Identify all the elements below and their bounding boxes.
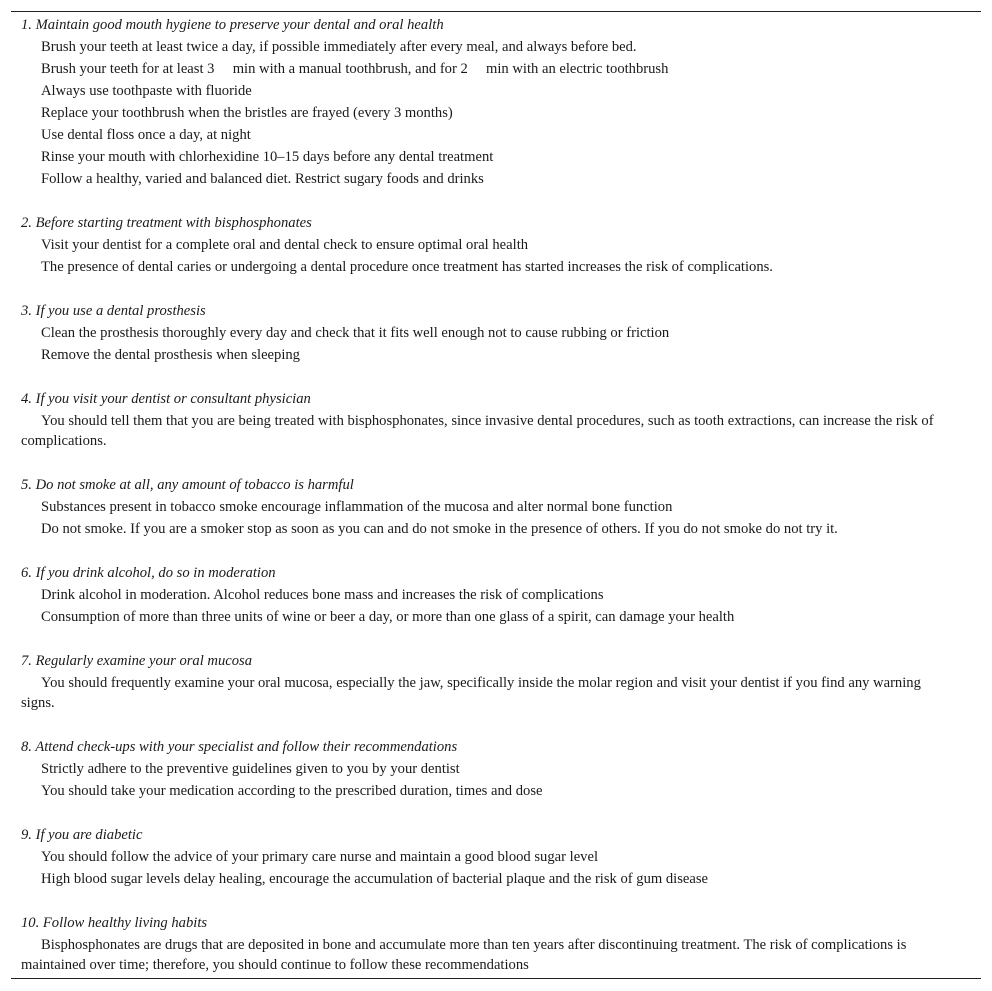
section-heading: 1. Maintain good mouth hygiene to preserve your dental and oral health xyxy=(21,17,444,33)
section-heading: 7. Regularly examine your oral mucosa xyxy=(21,653,253,669)
table-body xyxy=(21,14,949,976)
section-4 xyxy=(21,388,949,452)
list-item: You should follow the advice of your primary care nurse and maintain a good blood sugar level xyxy=(41,849,598,865)
section-heading: 4. If you visit your dentist or consultant physician xyxy=(21,391,311,407)
list-item: Strictly adhere to the preventive guidelines given to you by your dentist xyxy=(41,761,460,777)
list-item: You should frequently examine your oral mucosa, especially the jaw, specifically inside the molar region and visit your dentist if you find any warning signs. xyxy=(21,675,921,711)
section-9 xyxy=(21,824,949,890)
list-item: You should take your medication according to the prescribed duration, times and dose xyxy=(41,783,543,799)
list-item: Brush your teeth at least twice a day, if possible immediately after every meal, and always before bed. xyxy=(41,39,637,55)
list-item: Always use toothpaste with fluoride xyxy=(41,83,252,99)
section-10 xyxy=(21,912,949,976)
section-6 xyxy=(21,562,949,628)
section-heading: 5. Do not smoke at all, any amount of tobacco is harmful xyxy=(21,477,354,493)
recommendations-table xyxy=(11,11,981,979)
list-item: Follow a healthy, varied and balanced diet. Restrict sugary foods and drinks xyxy=(41,171,484,187)
list-item: High blood sugar levels delay healing, encourage the accumulation of bacterial plaque and the risk of gum disease xyxy=(41,871,709,887)
section-heading: 8. Attend check-ups with your specialist and follow their recommendations xyxy=(21,739,458,755)
section-heading: 10. Follow healthy living habits xyxy=(21,915,208,931)
section-5 xyxy=(21,474,949,540)
list-item: Use dental floss once a day, at night xyxy=(41,127,251,143)
list-item: Replace your toothbrush when the bristles are frayed (every 3 months) xyxy=(41,105,453,121)
list-item: Rinse your mouth with chlorhexidine 10–15 days before any dental treatment xyxy=(41,149,494,165)
section-heading: 6. If you drink alcohol, do so in moderation xyxy=(21,565,276,581)
list-item: Visit your dentist for a complete oral and dental check to ensure optimal oral health xyxy=(41,237,529,253)
list-item: Substances present in tobacco smoke encourage inflammation of the mucosa and alter normal bone function xyxy=(41,499,673,515)
list-item: Clean the prosthesis thoroughly every day and check that it fits well enough not to cause rubbing or friction xyxy=(41,325,670,341)
section-3 xyxy=(21,300,949,366)
section-8 xyxy=(21,736,949,802)
list-item: Do not smoke. If you are a smoker stop as soon as you can and do not smoke in the presence of others. If you do not smoke do not try it. xyxy=(41,521,838,537)
section-heading: 3. If you use a dental prosthesis xyxy=(21,303,206,319)
list-item: The presence of dental caries or undergoing a dental procedure once treatment has started increases the risk of complications. xyxy=(41,259,773,275)
list-item: You should tell them that you are being treated with bisphosphonates, since invasive dental procedures, such as tooth extractions, can increase the risk of complications. xyxy=(21,413,934,449)
section-2 xyxy=(21,212,949,278)
list-item: Bisphosphonates are drugs that are deposited in bone and accumulate more than ten years after discontinuing treatment. The risk of complications is maintained over time; therefore, you should continue to follow these recommendations xyxy=(21,937,907,973)
section-heading: 2. Before starting treatment with bisphosphonates xyxy=(21,215,312,231)
list-item: Remove the dental prosthesis when sleeping xyxy=(41,347,300,363)
section-1 xyxy=(21,14,949,190)
section-7 xyxy=(21,650,949,714)
list-item: Consumption of more than three units of wine or beer a day, or more than one glass of a spirit, can damage your health xyxy=(41,609,735,625)
list-item: Drink alcohol in moderation. Alcohol reduces bone mass and increases the risk of complications xyxy=(41,587,604,603)
section-heading: 9. If you are diabetic xyxy=(21,827,143,843)
list-item: Brush your teeth for at least 3 min with a manual toothbrush, and for 2 min with an electric toothbrush xyxy=(41,61,669,77)
